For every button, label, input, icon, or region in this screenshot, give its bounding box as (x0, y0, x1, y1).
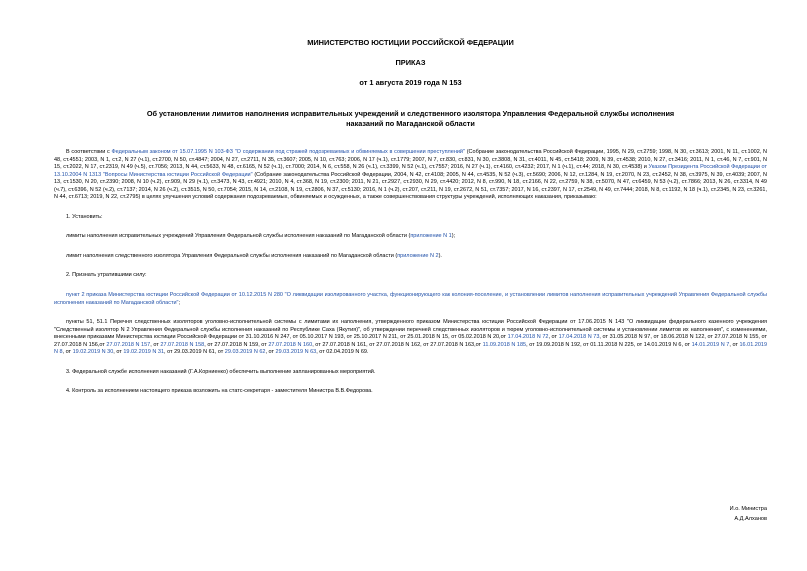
amendment-link[interactable]: 27.07.2018 N 160 (268, 341, 313, 348)
document-title: Об установлении лимитов наполнения исправительных учреждений и следственного изолятора Управления Федеральной службы исполнения наказаний по Магаданской области (146, 109, 675, 128)
item-2-text: , от (265, 349, 276, 356)
item-2-text: , от 02.04.2019 N 69. (316, 349, 369, 356)
item-2-heading: 2. Признать утратившими силу: (66, 272, 147, 279)
item-2-text: , от (62, 349, 73, 356)
presidential-decree-link[interactable]: Указом Президента Российской Федерации от 13.10.2004 N 1313 "Вопросы Министерства юстиции Российской Федерации" (54, 164, 767, 178)
item-2-text: , от 27.07.2018 N 159, от (204, 341, 269, 348)
item-1-heading: 1. Установить: (66, 213, 103, 220)
item-1-line-2-text: лимит наполнения следственного изолятора Управления Федеральной службы исполнения наказаний по Магаданской области ( (66, 252, 398, 259)
item-2-paragraph-2 (54, 319, 767, 357)
item-2-text: , от (729, 341, 740, 348)
item-2-text: , от (548, 334, 559, 341)
amendment-link[interactable]: 11.09.2018 N 185 (482, 341, 527, 348)
item-2-text: , от 27.07.2018 N 161, от 27.07.2018 N 162, от 27.07.2018 N 163,от (312, 341, 483, 348)
item-2-text: , от 29.03.2019 N 61, от (164, 349, 225, 356)
amendment-link[interactable]: 17.04.2018 N 73 (558, 334, 600, 341)
preamble-text: (Собрание законодательства Российской Федерации, 2004, N 42, ст.4108; 2005, N 44, ст.4535, N 52 (ч.3), ст.5690; 2006, N 12, ст.1284, N 19, ст.2070, N 23, ст.2452, N 38, ст.3975, N 39, ст.4039; 2007, N 13, ст.1530, N 20, ст.2390; 2008, N 10 (ч.2), ст.909, N 29 (ч.1), ст.3473, N 43, ст.4921; 2010, N 4, ст.368, N 19, ст.2300; 2011, N 21, ст.2927, ст.2930, N 29, ст.4420; 2012, N 8, ст.990, N 18, ст.2166, N 22, ст.2759, N 38, ст.5070, N 47, ст.6459, N 53 (ч.2), ст.7866; 2013, N 26, ст.3314, N 49 (ч.7), ст.6396, N 52 (ч.2), ст.7137; 2014, N 26 (ч.2), ст.3515, N 50, ст.7054; 2015, N 14, ст.2108, N 19, ст.2806, N 37, ст.5130; 2016, N 1 (ч.2), ст.207, ст.211, N 19, ст.2672, N 51, ст.7357; 2017, N 16, ст.2397, N 17, ст.2549, N 49, ст.7444; 2018, N 8, ст.1192, N 18 (ч.1), ст.2345, N 23, ст.3261, N 44, ст.6713; 2019, N 22, ст.2795) в целях улучшения условий содержания подозреваемых, обвиняемых и осужденных, а также совершенствования структуры учреждений, исполняющих наказания, приказываю: (54, 171, 767, 201)
appendix-2-link[interactable]: приложение N 2 (397, 252, 439, 259)
item-2-text: пункты 51, 51.1 Перечня следственных изоляторов уголовно-исполнительной системы с лимитами их наполнения, утвержденного приказом Министерства юстиции Российской Федерации от 17.06.2015 N 143 "О ликвидации федерального казенного учреждения "Следственный изолятор N 2 Управления Федеральной службы исполнения наказаний по Республике Саха (Якутия)", об утверждении перечней следственных изоляторов и тюрем уголовно-исполнительной системы и установлении лимитов их наполнения", с изменениями, внесенными приказами Министерства юстиции Российской Федерации от 31.10.2016 N 247, от 05.10.2017 N 193, от 25.10.2017 N 211, от 25.01.2018 N 15, от 05.02.2018 N 20,от (54, 319, 767, 341)
amendment-link[interactable]: 19.02.2019 N 30 (72, 349, 114, 356)
amendment-link[interactable]: 27.07.2018 N 158 (160, 341, 205, 348)
document-date-number: от 1 августа 2019 года N 153 (359, 78, 462, 87)
amendment-link[interactable]: 29.03.2019 N 63 (275, 349, 317, 356)
item-2-paragraph-1 (54, 292, 767, 307)
signature-name: А.Д.Алханов (734, 516, 767, 522)
appendix-1-link[interactable]: приложение N 1 (410, 233, 452, 240)
preamble-paragraph (54, 149, 767, 202)
amendment-link[interactable]: 16.01.2019 N 8 (54, 341, 768, 356)
item-2-text: , от (150, 341, 161, 348)
amendment-link[interactable]: 27.07.2018 N 157 (106, 341, 151, 348)
amendment-link[interactable]: 14.01.2019 N 7 (691, 341, 730, 348)
preamble-text: В соответствии с (66, 149, 112, 155)
federal-law-link[interactable]: Федеральным законом от 15.07.1995 N 103-ФЗ "О содержании под стражей подозреваемых и обвиняемых в совершении преступлений" (111, 149, 465, 155)
ministry-heading: МИНИСТЕРСТВО ЮСТИЦИИ РОССИЙСКОЙ ФЕДЕРАЦИИ (307, 38, 514, 47)
amendment-link[interactable]: 17.04.2018 N 72 (507, 334, 549, 341)
item-1-line-1-end: ); (451, 233, 456, 240)
item-4-paragraph: 4. Контроль за исполнением настоящего приказа возложить на статс-секретаря - заместителя Министра В.В.Федорова. (66, 388, 373, 395)
document-type: ПРИКАЗ (395, 58, 426, 67)
item-2-text: , от (113, 349, 124, 356)
item-1-line-2 (54, 253, 767, 261)
item-1-line-1-text: лимиты наполнения исправительных учреждений Управления Федеральной службы исполнения наказаний по Магаданской области ( (66, 233, 411, 240)
item-3-paragraph: 3. Федеральной службе исполнения наказаний (Г.А.Корниенко) обеспечить выполнение запланированных мероприятий. (66, 368, 376, 375)
amendment-link[interactable]: 19.02.2019 N 31 (123, 349, 165, 356)
signature-position: И.о. Министра (729, 506, 767, 512)
item-2-text: , от 31.05.2018 N 97, от 18.06.2018 N 122, от 27.07.2018 N 155, от 27.07.2018 N 156,от (54, 334, 767, 348)
preamble-text: (Собрание законодательства Российской Федерации, 1995, N 29, ст.2759; 1998, N 30, ст.3613; 2001, N 11, ст.1002, N 48, ст.4551; 2003, N 1, ст.2, N 27 (ч.1), ст.2700, N 50, ст.4847; 2004, N 27, ст.2711, N 35, ст.3607; 2005, N 10, ст.763; 2006, N 17 (ч.1), ст.1779; 2007, N 7, ст.830, ст.831, N 30, ст.3808, N 31, ст.4011, N 45, ст.5418; 2009, N 39, ст.4538; 2010, N 27, ст.3416; 2011, N 1, ст.46, N 7, ст.901, N 15, ст.2022, N 17, ст.2319, N 49 (ч.5), ст.7056; 2013, N 44, ст.5633, N 48, ст.6165, N 52 (ч.1), ст.7000; 2014, N 6, ст.558, N 26 (ч.1), ст.3399, N 52 (ч.1), ст.7557; 2016, N 27 (ч.1), ст.4160, ст.4232; 2017, N 1 (ч.1), ст.44; 2018, N 30, ст.4538) и (54, 149, 767, 171)
item-1-line-1 (54, 233, 767, 241)
item-2-text: , от 19.09.2018 N 192, от 01.11.2018 N 225, от 14.01.2019 N 6, от (526, 341, 692, 348)
item-1-line-2-end: ). (438, 252, 442, 259)
item-2-paragraph-1-end: ; (178, 299, 181, 306)
amendment-link[interactable]: 29.03.2019 N 62 (224, 349, 266, 356)
order-280-link[interactable]: пункт 2 приказа Министерства юстиции Российской Федерации от 10.12.2015 N 280 "О ликвидации изолированного участка, функционирующего как колония-поселение, и установлении лимитов наполнения исправительных учреждений Управления Федеральной службы исполнения наказаний по Магаданской области" (54, 292, 767, 306)
